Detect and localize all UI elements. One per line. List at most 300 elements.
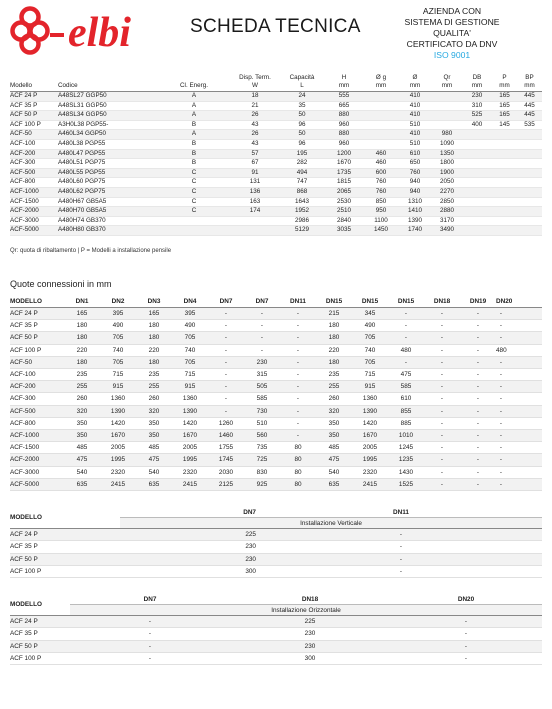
- table-cell: [364, 101, 398, 111]
- model-cell: ACF-3000: [10, 216, 58, 226]
- table-cell: 915: [100, 381, 136, 393]
- table-cell: 490: [100, 320, 136, 332]
- table-cell: 2415: [352, 478, 388, 490]
- model-cell: ACF-800: [10, 178, 58, 188]
- table-cell: 940: [398, 187, 432, 197]
- table-cell: -: [260, 541, 542, 553]
- table-cell: -: [424, 430, 460, 442]
- column-header-line: BP: [525, 74, 534, 82]
- column-header: DN11: [280, 295, 316, 308]
- table-cell: [462, 178, 492, 188]
- model-cell: ACF-50: [10, 356, 64, 368]
- table-row: [10, 308, 542, 320]
- table-cell: 610: [398, 149, 432, 159]
- table-cell: 1390: [100, 405, 136, 417]
- table-cell: 1643: [280, 197, 324, 207]
- table-cell: 315: [244, 369, 280, 381]
- table-cell: 1360: [352, 393, 388, 405]
- table-cell: 705: [100, 332, 136, 344]
- table-cell: [517, 139, 542, 149]
- model-cell: ACF 35 P: [10, 628, 70, 640]
- table-cell: [517, 168, 542, 178]
- table-cell: 3490: [432, 226, 462, 236]
- model-cell: ACF-100: [10, 369, 64, 381]
- table-cell: 235: [316, 369, 352, 381]
- table-cell: [462, 226, 492, 236]
- table-cell: 740: [100, 344, 136, 356]
- model-cell: ACF-1000: [10, 187, 58, 197]
- table-row: [10, 565, 542, 577]
- table-cell: [364, 92, 398, 102]
- table-cell: [432, 92, 462, 102]
- table-cell: 1410: [398, 207, 432, 217]
- table-cell: 195: [280, 149, 324, 159]
- column-header-line: mm: [441, 81, 453, 89]
- table-cell: 1090: [432, 139, 462, 149]
- table-cell: 475: [136, 454, 172, 466]
- table-row: [10, 652, 542, 664]
- table-cell: 80: [280, 478, 316, 490]
- table-cell: [492, 178, 517, 188]
- column-header-line: Disp. Term.: [239, 74, 271, 82]
- table-cell: 395: [172, 308, 208, 320]
- table-cell: 1360: [100, 393, 136, 405]
- table-cell: C: [158, 207, 230, 217]
- table-cell: -: [280, 332, 316, 344]
- table-cell: -: [244, 308, 280, 320]
- table-cell: 2050: [432, 178, 462, 188]
- table-cell: -: [260, 529, 542, 541]
- table-cell: 350: [316, 417, 352, 429]
- table-row: [10, 430, 542, 442]
- table-row: [10, 92, 542, 102]
- table-header-row: [10, 295, 542, 308]
- table-cell: [517, 197, 542, 207]
- table-row: [10, 344, 542, 356]
- table-cell: 540: [136, 466, 172, 478]
- table-cell: [462, 168, 492, 178]
- column-header-line: Ø g: [375, 74, 387, 82]
- table-cell: [432, 101, 462, 111]
- column-header: DN15: [316, 295, 352, 308]
- table-cell: 3035: [324, 226, 364, 236]
- column-header: [230, 68, 280, 92]
- table-cell: [158, 226, 230, 236]
- column-header: [364, 68, 398, 92]
- table-cell: 635: [136, 478, 172, 490]
- table-cell: 475: [316, 454, 352, 466]
- technical-specs-table: [10, 68, 542, 236]
- table-cell: B: [158, 120, 230, 130]
- table-cell: 1245: [388, 442, 424, 454]
- table-cell: 2850: [432, 197, 462, 207]
- table-cell: 230: [120, 553, 260, 565]
- spacer-cell: [506, 405, 542, 417]
- column-header: [58, 68, 158, 92]
- table-cell: -: [424, 308, 460, 320]
- table-cell: 2005: [352, 442, 388, 454]
- table-cell: -: [208, 381, 244, 393]
- table-cell: -: [424, 478, 460, 490]
- column-header-line: Ø: [412, 74, 418, 82]
- table-row: [10, 541, 542, 553]
- table-cell: -: [424, 393, 460, 405]
- table-cell: 505: [244, 381, 280, 393]
- table-cell: 510: [398, 120, 432, 130]
- table-cell: -: [460, 478, 496, 490]
- table-cell: 2320: [352, 466, 388, 478]
- table-cell: 715: [352, 369, 388, 381]
- table-row: [10, 381, 542, 393]
- table-cell: [492, 187, 517, 197]
- table-cell: -: [424, 369, 460, 381]
- column-header: DN2: [100, 295, 136, 308]
- table-cell: A480L60 PGP75: [58, 178, 158, 188]
- spacer-cell: [506, 442, 542, 454]
- table-cell: 760: [398, 168, 432, 178]
- table-cell: C: [158, 197, 230, 207]
- table-cell: A3H0L38 PGP55-: [58, 120, 158, 130]
- table-cell: -: [70, 640, 230, 652]
- table-cell: -: [496, 478, 506, 490]
- table-cell: [492, 197, 517, 207]
- table-cell: 445: [517, 101, 542, 111]
- table-cell: 885: [388, 417, 424, 429]
- column-header-line: P: [502, 74, 507, 82]
- table-cell: A480L51 PGP75: [58, 159, 158, 169]
- table-cell: B: [158, 149, 230, 159]
- column-header-line: mm: [338, 81, 350, 89]
- table-cell: 165: [492, 101, 517, 111]
- table-cell: [432, 111, 462, 121]
- model-cell: ACF 100 P: [10, 652, 70, 664]
- table-cell: -: [388, 308, 424, 320]
- table-cell: 1200: [324, 149, 364, 159]
- table-cell: 225: [230, 616, 390, 628]
- table-cell: 1360: [172, 393, 208, 405]
- table-cell: -: [460, 466, 496, 478]
- table-cell: [364, 139, 398, 149]
- table-cell: 43: [230, 139, 280, 149]
- company-line: CERTIFICATO DA DNV: [406, 39, 498, 49]
- table-cell: 57: [230, 149, 280, 159]
- table-cell: 2065: [324, 187, 364, 197]
- table-cell: -: [280, 417, 316, 429]
- model-cell: ACF-500: [10, 405, 64, 417]
- table-cell: 165: [492, 111, 517, 121]
- table-cell: 2270: [432, 187, 462, 197]
- table-cell: 180: [316, 356, 352, 368]
- table-cell: 740: [352, 344, 388, 356]
- table-cell: [432, 120, 462, 130]
- model-cell: ACF-300: [10, 393, 64, 405]
- table-cell: 410: [398, 130, 432, 140]
- table-cell: 2320: [100, 466, 136, 478]
- table-cell: -: [280, 405, 316, 417]
- column-header-line: mm: [375, 81, 387, 89]
- table-cell: 540: [64, 466, 100, 478]
- table-cell: -: [424, 417, 460, 429]
- table-cell: 868: [280, 187, 324, 197]
- spacer-cell: [506, 393, 542, 405]
- column-header: DN20: [390, 594, 542, 605]
- vertical-installation-table: [10, 507, 542, 578]
- table-cell: 475: [388, 369, 424, 381]
- column-header: [158, 68, 230, 92]
- table-cell: 320: [316, 405, 352, 417]
- table-cell: [462, 187, 492, 197]
- table-cell: 220: [64, 344, 100, 356]
- table-cell: -: [280, 308, 316, 320]
- table-cell: -: [460, 393, 496, 405]
- table-cell: 91: [230, 168, 280, 178]
- table-row: [10, 356, 542, 368]
- table-cell: 485: [316, 442, 352, 454]
- table-row: [10, 120, 542, 130]
- table-cell: C: [158, 187, 230, 197]
- table-cell: [492, 139, 517, 149]
- table-cell: C: [158, 168, 230, 178]
- table-cell: 940: [398, 178, 432, 188]
- table-cell: -: [496, 332, 506, 344]
- model-cell: ACF-5000: [10, 478, 64, 490]
- table-cell: 1390: [352, 405, 388, 417]
- table-cell: 740: [172, 344, 208, 356]
- table-cell: [492, 216, 517, 226]
- column-header-line: Codice: [58, 81, 78, 89]
- column-header: DN7: [208, 295, 244, 308]
- table-cell: 3170: [432, 216, 462, 226]
- table-row: [10, 393, 542, 405]
- table-row: [10, 553, 542, 565]
- column-header: DN18: [424, 295, 460, 308]
- table-row: [10, 139, 542, 149]
- table-cell: A: [158, 92, 230, 102]
- model-cell: ACF 35 P: [10, 541, 120, 553]
- table-cell: [517, 187, 542, 197]
- table-cell: A480L55 PGP55: [58, 168, 158, 178]
- model-cell: ACF 24 P: [10, 529, 120, 541]
- table-cell: -: [244, 344, 280, 356]
- table-cell: 715: [172, 369, 208, 381]
- table-cell: 445: [517, 92, 542, 102]
- table-cell: -: [208, 405, 244, 417]
- table-cell: [492, 207, 517, 217]
- column-header: [398, 68, 432, 92]
- table-cell: -: [496, 417, 506, 429]
- table-cell: 510: [398, 139, 432, 149]
- page-title: SCHEDA TECNICA: [190, 16, 361, 37]
- table-cell: 760: [364, 187, 398, 197]
- table-cell: 2530: [324, 197, 364, 207]
- logo-wordmark: elbi: [68, 10, 131, 56]
- table-cell: -: [208, 393, 244, 405]
- column-header: MODELLO: [10, 295, 64, 308]
- table-cell: -: [460, 454, 496, 466]
- table-cell: -: [424, 454, 460, 466]
- spacer-cell: [506, 369, 542, 381]
- table-cell: -: [424, 381, 460, 393]
- table-cell: [492, 168, 517, 178]
- table-cell: -: [424, 344, 460, 356]
- table-row: [10, 111, 542, 121]
- table-cell: 925: [244, 478, 280, 490]
- column-header: [432, 68, 462, 92]
- table-cell: 1235: [388, 454, 424, 466]
- table-cell: 1670: [172, 430, 208, 442]
- installation-subheader: Installazione Orizzontale: [70, 605, 542, 616]
- column-header: DN15: [352, 295, 388, 308]
- section-title: Quote connessioni in mm: [10, 279, 112, 289]
- table-cell: -: [496, 381, 506, 393]
- table-cell: [517, 226, 542, 236]
- column-header: DN15: [388, 295, 424, 308]
- table-cell: [492, 159, 517, 169]
- table-row: [10, 187, 542, 197]
- table-cell: -: [424, 332, 460, 344]
- model-cell: ACF 50 P: [10, 111, 58, 121]
- column-header-line: mm: [471, 81, 483, 89]
- table-cell: -: [280, 344, 316, 356]
- table-cell: 730: [244, 405, 280, 417]
- table-cell: B: [158, 139, 230, 149]
- table-cell: 350: [136, 430, 172, 442]
- table-cell: 1460: [208, 430, 244, 442]
- table-cell: 145: [492, 120, 517, 130]
- table-cell: [364, 130, 398, 140]
- table-footnote: Qr: quota di ribaltamento | P = Modelli a installazione pensile: [10, 248, 172, 254]
- table-cell: 230: [230, 628, 390, 640]
- table-row: [10, 369, 542, 381]
- table-cell: 560: [244, 430, 280, 442]
- table-cell: 490: [172, 320, 208, 332]
- table-cell: 1670: [324, 159, 364, 169]
- table-cell: 282: [280, 159, 324, 169]
- table-cell: 320: [64, 405, 100, 417]
- table-cell: 635: [64, 478, 100, 490]
- table-cell: [517, 159, 542, 169]
- table-cell: A48SL31 GGP50: [58, 101, 158, 111]
- table-cell: 1430: [388, 466, 424, 478]
- table-cell: -: [208, 369, 244, 381]
- column-header: DN11: [260, 507, 542, 518]
- table-cell: 535: [517, 120, 542, 130]
- spacer-cell: [506, 332, 542, 344]
- table-cell: 915: [172, 381, 208, 393]
- table-cell: A480H74 GB370: [58, 216, 158, 226]
- table-cell: -: [280, 430, 316, 442]
- table-cell: 555: [324, 92, 364, 102]
- table-row: [10, 101, 542, 111]
- spacer-cell: [506, 308, 542, 320]
- table-row: [10, 207, 542, 217]
- table-cell: A: [158, 101, 230, 111]
- table-cell: -: [496, 393, 506, 405]
- table-cell: 1100: [364, 216, 398, 226]
- table-cell: 1952: [280, 207, 324, 217]
- table-cell: 410: [398, 111, 432, 121]
- table-cell: [462, 130, 492, 140]
- logo-rings-icon: [13, 9, 48, 53]
- table-cell: 735: [244, 442, 280, 454]
- table-cell: 1670: [352, 430, 388, 442]
- table-cell: A48SL34 GGP50: [58, 111, 158, 121]
- table-cell: 1745: [208, 454, 244, 466]
- table-cell: 475: [64, 454, 100, 466]
- table-cell: 165: [492, 92, 517, 102]
- table-cell: -: [260, 553, 542, 565]
- table-cell: 915: [352, 381, 388, 393]
- column-header-line: mm: [524, 81, 535, 89]
- table-cell: 230: [120, 541, 260, 553]
- table-row: [10, 628, 542, 640]
- table-row: [10, 478, 542, 490]
- table-cell: -: [460, 344, 496, 356]
- table-cell: 705: [352, 356, 388, 368]
- table-cell: 26: [230, 111, 280, 121]
- column-header-line: Capacità: [289, 74, 315, 82]
- model-cell: ACF 24 P: [10, 92, 58, 102]
- table-cell: 1260: [208, 417, 244, 429]
- column-header-line: Qr: [443, 74, 451, 82]
- table-cell: A480H70 GB5A5: [58, 207, 158, 217]
- table-row: [10, 616, 542, 628]
- table-cell: -: [390, 616, 542, 628]
- table-cell: 480: [496, 344, 506, 356]
- column-header: DN19: [460, 295, 496, 308]
- table-cell: -: [208, 344, 244, 356]
- model-cell: ACF 35 P: [10, 320, 64, 332]
- column-header-line: H: [341, 74, 347, 82]
- table-cell: -: [390, 628, 542, 640]
- table-cell: 255: [64, 381, 100, 393]
- table-cell: 180: [64, 332, 100, 344]
- table-cell: 96: [280, 120, 324, 130]
- table-cell: 80: [280, 442, 316, 454]
- connections-table: [10, 295, 542, 491]
- table-cell: -: [388, 356, 424, 368]
- table-row: [10, 216, 542, 226]
- table-cell: 230: [230, 640, 390, 652]
- table-row: [10, 130, 542, 140]
- table-cell: 50: [280, 130, 324, 140]
- table-cell: -: [424, 405, 460, 417]
- table-cell: [462, 159, 492, 169]
- table-row: [10, 197, 542, 207]
- table-cell: 350: [64, 417, 100, 429]
- table-cell: 18: [230, 92, 280, 102]
- table-cell: A: [158, 130, 230, 140]
- table-cell: -: [280, 356, 316, 368]
- table-cell: 485: [136, 442, 172, 454]
- column-header: DN4: [172, 295, 208, 308]
- table-cell: 300: [230, 652, 390, 664]
- table-cell: 585: [388, 381, 424, 393]
- table-cell: -: [208, 332, 244, 344]
- table-cell: 260: [136, 393, 172, 405]
- table-cell: 1995: [172, 454, 208, 466]
- table-cell: 400: [462, 120, 492, 130]
- table-cell: -: [70, 628, 230, 640]
- table-cell: 220: [136, 344, 172, 356]
- table-cell: 1800: [432, 159, 462, 169]
- table-cell: 1525: [388, 478, 424, 490]
- spacer-cell: [506, 417, 542, 429]
- table-cell: -: [460, 332, 496, 344]
- table-cell: 760: [364, 178, 398, 188]
- table-cell: 255: [136, 381, 172, 393]
- table-cell: A480H67 GB5A5: [58, 197, 158, 207]
